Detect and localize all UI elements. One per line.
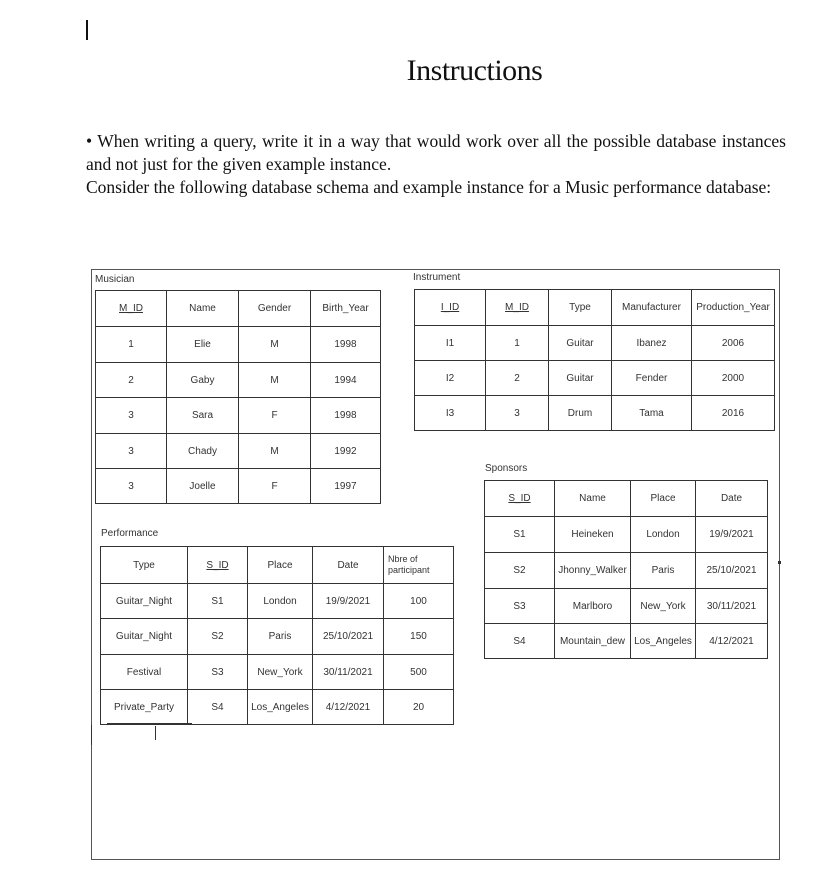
performance-cell: 20 bbox=[384, 690, 454, 725]
table-row bbox=[415, 361, 775, 396]
sponsors-cell: S4 bbox=[485, 624, 555, 659]
musician-cell: M bbox=[239, 363, 311, 398]
instrument-label: Instrument bbox=[413, 272, 461, 283]
instrument-cell: 2000 bbox=[692, 361, 775, 396]
frame-mark bbox=[778, 561, 781, 564]
instrument-cell: I2 bbox=[415, 361, 486, 396]
sponsors-cell: Mountain_dew bbox=[555, 624, 631, 659]
sponsors-cell: Jhonny_Walker bbox=[555, 553, 631, 589]
performance-header-type: Type bbox=[101, 547, 188, 584]
musician-header-gender: Gender bbox=[239, 291, 311, 327]
table-row bbox=[96, 434, 381, 469]
instrument-cell: 3 bbox=[486, 396, 549, 431]
musician-cell: F bbox=[239, 398, 311, 434]
table-row bbox=[415, 326, 775, 361]
performance-header-row bbox=[101, 547, 454, 584]
musician-cell: 3 bbox=[96, 469, 167, 504]
musician-cell: 1998 bbox=[311, 327, 381, 363]
performance-cell: 150 bbox=[384, 619, 454, 655]
sponsors-cell: 4/12/2021 bbox=[696, 624, 768, 659]
sponsors-cell: London bbox=[631, 517, 696, 553]
musician-cell: Elie bbox=[167, 327, 239, 363]
performance-cell: Guitar_Night bbox=[101, 619, 188, 655]
musician-cell: 1997 bbox=[311, 469, 381, 504]
musician-header-birth-year: Birth_Year bbox=[311, 291, 381, 327]
instrument-cell: Ibanez bbox=[612, 326, 692, 361]
text-cursor bbox=[86, 20, 88, 40]
instrument-cell: 2006 bbox=[692, 326, 775, 361]
musician-cell: Chady bbox=[167, 434, 239, 469]
table-row bbox=[485, 624, 768, 659]
performance-cell: 500 bbox=[384, 655, 454, 690]
musician-header-row bbox=[96, 291, 381, 327]
instrument-header-mid: M_ID bbox=[486, 290, 549, 326]
musician-cell: M bbox=[239, 327, 311, 363]
instrument-cell: 1 bbox=[486, 326, 549, 361]
performance-cell: 100 bbox=[384, 584, 454, 619]
instrument-table bbox=[414, 289, 775, 431]
instruction-line-2: Consider the following database schema and example instance for a Music performance database: bbox=[86, 177, 772, 197]
instrument-cell: 2 bbox=[486, 361, 549, 396]
sponsors-table bbox=[484, 480, 768, 659]
table-row bbox=[101, 655, 454, 690]
table-row bbox=[415, 396, 775, 431]
instruction-line-1: When writing a query, write it in a way that would work over all the possible database instances and not just for the given example instance. bbox=[86, 131, 786, 174]
instrument-cell: Fender bbox=[612, 361, 692, 396]
musician-cell: 1994 bbox=[311, 363, 381, 398]
performance-cell: Los_Angeles bbox=[248, 690, 313, 725]
performance-cell: 30/11/2021 bbox=[313, 655, 384, 690]
performance-cell: S4 bbox=[188, 690, 248, 725]
musician-cell: Gaby bbox=[167, 363, 239, 398]
table-row bbox=[96, 363, 381, 398]
musician-label: Musician bbox=[95, 274, 135, 285]
performance-cell: S2 bbox=[188, 619, 248, 655]
sponsors-cell: S2 bbox=[485, 553, 555, 589]
performance-header-participants: Nbre of participant bbox=[384, 547, 454, 584]
sponsors-cell: 19/9/2021 bbox=[696, 517, 768, 553]
table-row bbox=[101, 584, 454, 619]
sponsors-cell: Paris bbox=[631, 553, 696, 589]
table-row bbox=[101, 619, 454, 655]
musician-cell: 1 bbox=[96, 327, 167, 363]
table-row bbox=[96, 469, 381, 504]
sponsors-cell: 30/11/2021 bbox=[696, 589, 768, 624]
instructions-text bbox=[86, 130, 786, 199]
musician-cell: 1992 bbox=[311, 434, 381, 469]
sponsors-header-sid: S_ID bbox=[485, 481, 555, 517]
performance-table bbox=[100, 546, 454, 725]
instrument-cell: Drum bbox=[549, 396, 612, 431]
performance-cell: S1 bbox=[188, 584, 248, 619]
sponsors-cell: S3 bbox=[485, 589, 555, 624]
instrument-cell: 2016 bbox=[692, 396, 775, 431]
performance-header-place: Place bbox=[248, 547, 313, 584]
performance-cell: Paris bbox=[248, 619, 313, 655]
bullet-glyph: • bbox=[86, 131, 93, 151]
instrument-cell: Tama bbox=[612, 396, 692, 431]
sponsors-header-row bbox=[485, 481, 768, 517]
performance-header-sid: S_ID bbox=[188, 547, 248, 584]
instrument-header-manufacturer: Manufacturer bbox=[612, 290, 692, 326]
instrument-header-iid: I_ID bbox=[415, 290, 486, 326]
sponsors-header-name: Name bbox=[555, 481, 631, 517]
performance-cell: 25/10/2021 bbox=[313, 619, 384, 655]
frame-tick-left bbox=[91, 725, 92, 745]
page-title: Instructions bbox=[406, 54, 543, 87]
instrument-cell: I1 bbox=[415, 326, 486, 361]
performance-cell: S3 bbox=[188, 655, 248, 690]
sponsors-cell: Los_Angeles bbox=[631, 624, 696, 659]
frame-tick bbox=[155, 726, 156, 740]
performance-cell: 4/12/2021 bbox=[313, 690, 384, 725]
musician-cell: F bbox=[239, 469, 311, 504]
table-row bbox=[485, 517, 768, 553]
musician-cell: 3 bbox=[96, 398, 167, 434]
musician-cell: 1998 bbox=[311, 398, 381, 434]
sponsors-cell: Heineken bbox=[555, 517, 631, 553]
instrument-cell: Guitar bbox=[549, 361, 612, 396]
performance-cell: 19/9/2021 bbox=[313, 584, 384, 619]
performance-cell: Festival bbox=[101, 655, 188, 690]
table-row bbox=[485, 553, 768, 589]
sponsors-header-place: Place bbox=[631, 481, 696, 517]
instrument-cell: Guitar bbox=[549, 326, 612, 361]
performance-header-date: Date bbox=[313, 547, 384, 584]
musician-cell: 3 bbox=[96, 434, 167, 469]
table-row bbox=[101, 690, 454, 725]
sponsors-header-date: Date bbox=[696, 481, 768, 517]
musician-cell: Joelle bbox=[167, 469, 239, 504]
performance-cell: London bbox=[248, 584, 313, 619]
musician-cell: 2 bbox=[96, 363, 167, 398]
performance-cell: Guitar_Night bbox=[101, 584, 188, 619]
musician-header-name: Name bbox=[167, 291, 239, 327]
sponsors-cell: 25/10/2021 bbox=[696, 553, 768, 589]
instruction-bullet-paragraph bbox=[86, 130, 786, 176]
instrument-header-production-year: Production_Year bbox=[692, 290, 775, 326]
table-row bbox=[485, 589, 768, 624]
sponsors-label: Sponsors bbox=[485, 463, 528, 474]
performance-cell: Private_Party bbox=[101, 690, 188, 725]
musician-cell: M bbox=[239, 434, 311, 469]
musician-cell: Sara bbox=[167, 398, 239, 434]
instrument-header-row bbox=[415, 290, 775, 326]
musician-table bbox=[95, 290, 381, 504]
sponsors-cell: S1 bbox=[485, 517, 555, 553]
table-row bbox=[96, 398, 381, 434]
performance-cell: New_York bbox=[248, 655, 313, 690]
musician-header-mid: M_ID bbox=[96, 291, 167, 327]
instrument-header-type: Type bbox=[549, 290, 612, 326]
sponsors-cell: New_York bbox=[631, 589, 696, 624]
table-row bbox=[96, 327, 381, 363]
performance-label: Performance bbox=[101, 528, 159, 539]
sponsors-cell: Marlboro bbox=[555, 589, 631, 624]
instrument-cell: I3 bbox=[415, 396, 486, 431]
